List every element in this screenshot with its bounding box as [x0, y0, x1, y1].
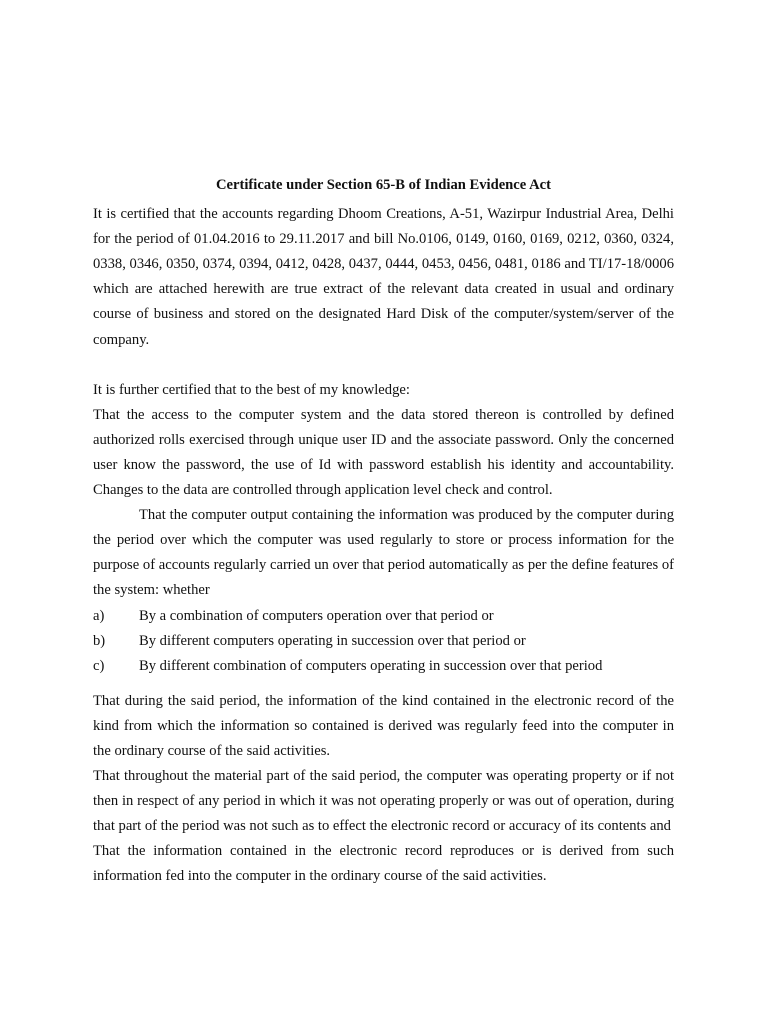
document-page: [93, 173, 674, 890]
computer-output-paragraph: That the computer output containing the information was produced by the computer during the period over which the computer was used regularly to store or process information for the purpose of accounts regularly carried un over that period automatically as per the define features of the system: whether: [93, 507, 674, 599]
spacer: [93, 353, 674, 378]
access-control-paragraph: That the access to the computer system and the data stored thereon is controlled by defined authorized rolls exercised through unique user ID and the associate password. Only the concerned user know the password, the use of Id with password establish his identity and accountability. Changes to the data are controlled through application level check and control.: [93, 406, 674, 499]
knowledge-intro: It is further certified that to the best of my knowledge:: [93, 381, 410, 398]
list-item: [93, 654, 674, 679]
spacer: [93, 679, 674, 689]
page-title: Certificate under Section 65-B of Indian Evidence Act: [216, 177, 551, 193]
list-text: By different computers operating in succession over that period or: [139, 632, 526, 649]
list-item: [93, 604, 674, 629]
list-marker: a): [93, 607, 105, 624]
regular-feed-paragraph: That during the said period, the information of the kind contained in the electronic record of the kind from which the information so contained is derived was regularly feed into the computer in the ordinary course of the said activities.: [93, 692, 674, 759]
list-text: By a combination of computers operation over that period or: [139, 607, 494, 624]
list-text: By different combination of computers operating in succession over that period: [139, 657, 603, 674]
list-marker: c): [93, 657, 105, 674]
reproduction-paragraph: That the information contained in the electronic record reproduces or is derived from such information fed into the computer in the ordinary course of the said activities.: [93, 843, 674, 885]
list-marker: b): [93, 632, 106, 649]
list-item: [93, 629, 674, 654]
operation-paragraph: That throughout the material part of the said period, the computer was operating property or if not then in respect of any period in which it was not operating properly or was out of operation, during that part of the period was not such as to effect the electronic record or accuracy of its contents and: [93, 768, 674, 835]
certification-paragraph: It is certified that the accounts regarding Dhoom Creations, A-51, Wazirpur Industrial Area, Delhi for the period of 01.04.2016 to 29.11.2017 and bill No.0106, 0149, 0160, 0169, 0212, 0360, 0324, 0338, 0346, 0350, 0374, 0394, 0412, 0428, 0437, 0444, 0453, 0456, 0481, 0186 and TI/17-18/0006 which are attached herewith are true extract of the relevant data created in usual and ordinary course of business and stored on the designated Hard Disk of the computer/system/server of the company.: [93, 206, 674, 348]
